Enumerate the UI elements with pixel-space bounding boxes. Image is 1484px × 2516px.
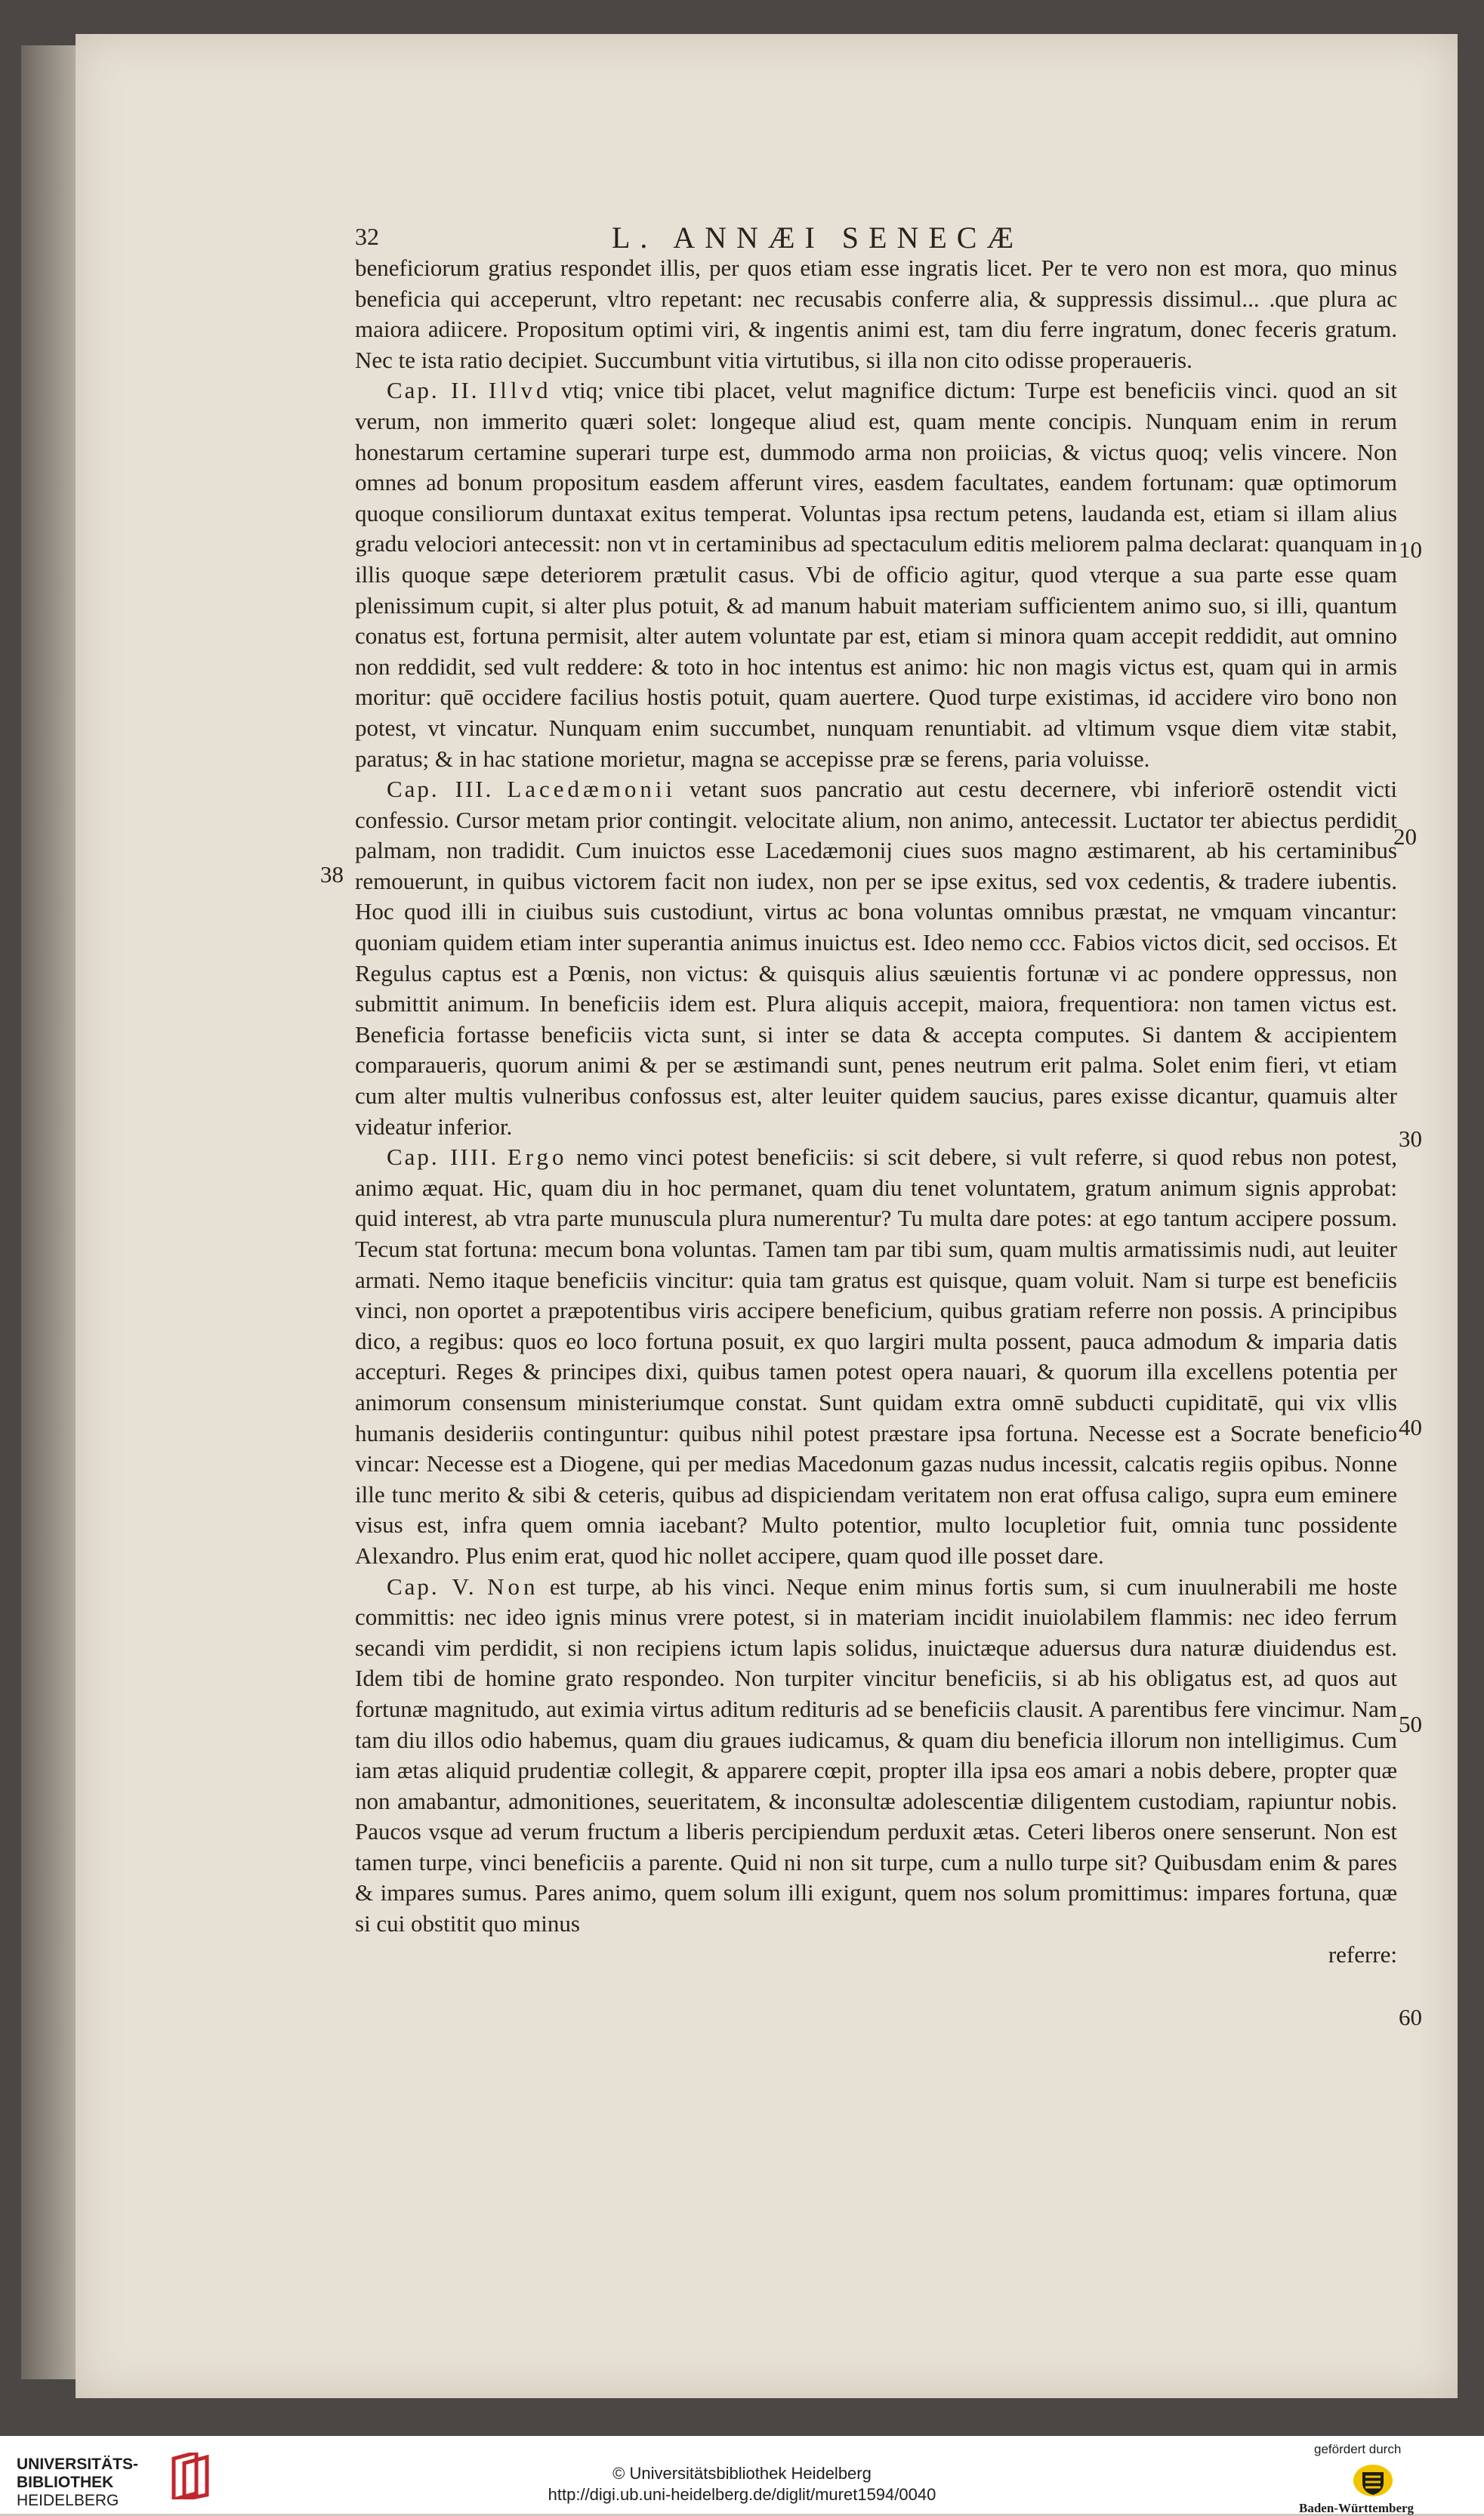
chapter-2: [355, 375, 1397, 774]
chapter-label: Cap. II.: [387, 377, 480, 404]
paragraph-opening: [355, 253, 1397, 375]
sponsor-label: gefördert durch: [1314, 2442, 1402, 2456]
paragraph-text: vetant suos pancratio aut cestu decernere, vbi inferiorē ostendit victi confessio. Cursor metam prior contingit. velocitate alium, non animo, antecessit. Luctator ter abiectus perdidit palmam, non tradidit. Cum inuictos esse Lacedæmonij ciues suos magno æstimarent, ab his certaminibus remouerunt, in quibus victorem facit non iudex, non per se ipse exitus, sed vox cedentis, & tradere iubentis. Hoc quod illi in ciuibus suis custodiunt, virtus ac bona voluntas omnibus præstat, ne vmquam vincantur: quoniam quidem etiam inter superantia animus inuictus est. Ideo nemo ccc. Fabios victos dicit, sed occisos. Et Regulus captus est a Pœnis, non victus: & quisquis alius sæuientis fortunæ vi ac pondere oppressus, non submittit animum. In beneficiis idem est. Plura aliquis accepit, maiora, frequentiora: non tamen victus est. Beneficia fortasse beneficiis victa sunt, si inter se data & accepta computes. Si dantem & accipientem comparaueris, quorum animi & per se æstimandi sunt, penes neutrum erit palma. Solet enim fieri, vt etiam cum alter multis vulneribus confossus est, alter leuiter quidem saucius, pares exisse dicantur, quamuis alter videatur inferior.: [355, 776, 1398, 1140]
margin-note: 38: [320, 861, 344, 888]
baden-wuerttemberg-logo-icon[interactable]: [1352, 2463, 1394, 2498]
library-name-line: BIBLIOTHEK: [17, 2474, 114, 2491]
line-number: 10: [1399, 536, 1422, 563]
library-name-line: UNIVERSITÄTS-: [17, 2456, 139, 2473]
chapter-lead-word: Illvd: [488, 377, 552, 404]
library-name-line: HEIDELBERG: [17, 2492, 119, 2509]
paragraph-text: vtiq; vnice tibi placet, velut magnifice dictum: Turpe est beneficiis vinci. quod an sit verum, non immerito quæri solet: longeque aliud est, quam mente concipis. Nunquam enim in rerum honestarum certamine superari turpe est, dummodo arma non proiicias, & victus quoq; velis vincere. Non omnes ad bonum propositum easdem afferunt vires, easdem facultates, eandem fortunam: quæ optimorum quoque consiliorum duntaxat exitus temperat. Voluntas ipsa rectum petens, laudanda est, etiam si illam alius gradu velociori antecessit: non vt in certaminibus ad spectaculum editis meliorem palma declarat: quanquam in illis quoque sæpe deteriorem prætulit casus. Vbi de officio agitur, quod vterque a sua parte esse quam plenissimum cupit, si alter plus potuit, & ad manum habuit materiam sufficientem animo suo, si illi, quantum conatus est, fortuna permisit, alter autem voluntate par est, etiam si minora quam accepit reddidit, aut omnino non reddidit, sed vult reddere: & toto in hoc intentus est animo: hic non magis victus est, quam qui in armis moritur: quē occidere facilius hostis potuit, quam auertere. Quod turpe existimas, id accidere viro bono non potest, vt vincatur. Nunquam enim succumbet, nunquam renuntiabit. ad vltimum vsque diem vitæ stabit, paratus; & in hac statione morietur, magna se accepisse præ se ferens, paria voluisse.: [355, 377, 1398, 772]
line-number: 40: [1399, 1414, 1422, 1440]
page-number: 32: [355, 223, 379, 250]
chapter-label: Cap. III.: [387, 776, 494, 803]
paragraph-text: est turpe, ab his vinci. Neque enim minus fortis sum, si cum inuulnerabili me hoste committis: nec ideo ignis minus vrere potest, si in materiam incidit inuiolabilem flammis: nec ideo ferrum secandi vim perdidit, si non recipiens ictum lapis solidus, inuictæque aduersus dura naturæ diuidendus est. Idem tibi de homine grato respondeo. Non turpiter vincitur beneficiis, si ab his obligatus est, ad quos aut fortunæ magnitudo, aut eximia virtus aditum redituris ad se beneficiis clausit. A parentibus fere vincimur. Nam tam diu illos odio habemus, quam diu graues iudicamus, & quam diu beneficia illorum non intelligimus. Cum iam ætas aliquid prudentiæ collegit, & apparere cœpit, propter illa ipsa eos amari a nobis debere, propter quæ non amabantur, admonitiones, seueritatem, & inconsultæ adolescentiæ diligentem custodiam, rapiuntur nobis. Paucos vsque ad verum fructum a liberis percipiendum perduxit ætas. Ceteri liberos onere senserunt. Non est tamen turpe, vinci beneficiis a parente. Quid ni non sit turpe, cum a nullo turpe sit? Quibusdam enim & pares & impares sumus. Pares animo, quem solum illi exigunt, quem nos solum promittimus: impares fortuna, quæ si cui obstitit quo minus: [355, 1573, 1398, 1937]
line-number: 30: [1399, 1125, 1422, 1152]
catchword: referre:: [1328, 1940, 1397, 1968]
running-title: L. ANNÆI SENECÆ: [612, 221, 1024, 255]
line-number: 20: [1393, 823, 1417, 850]
page-edge: [21, 45, 82, 2379]
permalink-url[interactable]: http://digi.ub.uni-heidelberg.de/diglit/muret1594/0040: [548, 2485, 936, 2504]
copyright-block: [0, 2463, 1484, 2505]
sponsor-name: Baden-Württemberg: [1299, 2501, 1415, 2515]
chapter-label: Cap. V.: [387, 1573, 477, 1600]
chapter-4: [355, 1142, 1397, 1571]
chapter-5: [355, 1572, 1397, 1940]
chapter-lead-word: Non: [487, 1573, 539, 1600]
catchword-line: [355, 1940, 1397, 1971]
paragraph-text: nemo vinci potest beneficiis: si scit debere, si vult referre, si quod rebus non potest, animo æquat. Hic, quam diu in hoc permanet, quam diu tenet voluntatem, gratum animum signis approbat: quid interest, ab vtra parte munuscula plura numerentur? Tu multa dare potes: at ego tantum accipere possum. Tecum stat fortuna: mecum bona voluntas. Tamen tam par tibi sum, quam multis armatissimis nudi, aut leuiter armati. Nemo itaque beneficiis vincitur: quia tam gratus est quisque, quam voluit. Nam si turpe est beneficiis vinci, non oportet a præpotentibus viris accipere beneficium, quibus gratiam referre non possis. A principibus dico, a regibus: quos eo loco fortuna posuit, ex quo largiri multa possent, pauca admodum & imparia datis accepturi. Reges & principes dixi, quibus tamen potest opera nauari, & quorum illa excellens potentia per animorum consensum ministeriumque constat. Sunt quidam extra omnē subducti cupiditatē, qui vix vllis humanis desideriis continguntur: quibus nihil potest præstare ipsa fortuna. Necesse est a Socrate beneficio vincar: Necesse est a Diogene, qui per medias Macedonum gazas nudus incessit, calcatis regiis opibus. Nonne ille tunc merito & sibi & ceteris, quibus ad dispiciendam veritatem non erat offusa caligo, supra eum eminere visus est, infra quem omnia iacebant? Multo potentior, multo locupletior fuit, omnia tunc possidente Alexandro. Plus enim erat, quod hic nollet accipere, quam quod ille posset dare.: [355, 1144, 1398, 1569]
footer-bar: [0, 2436, 1484, 2514]
chapter-3: [355, 774, 1397, 1142]
chapter-label: Cap. IIII.: [387, 1144, 499, 1171]
text-block: [355, 253, 1397, 1970]
chapter-lead-word: Lacedæmonii: [507, 776, 677, 803]
line-number: 50: [1399, 1711, 1422, 1737]
chapter-lead-word: Ergo: [507, 1144, 568, 1171]
line-number: 60: [1399, 2004, 1422, 2030]
running-head: [355, 223, 1397, 256]
copyright-text: © Universitätsbibliothek Heidelberg: [612, 2464, 872, 2483]
paragraph-text: beneficiorum gratius respondet illis, per quos etiam esse ingratis licet. Per te vero non est mora, quo minus beneficia qui acceperunt, vltro repetant: nec recusabis conferre alia, & suppressis dissimul... .que plura ac maiora adiicere. Propositum optimi viri, & ingentis animi est, tam diu ferre ingratum, donec feceris gratum. Nec te ista ratio decipiet. Succumbunt vitia virtutibus, si illa non cito odisse properaueris.: [355, 255, 1397, 373]
